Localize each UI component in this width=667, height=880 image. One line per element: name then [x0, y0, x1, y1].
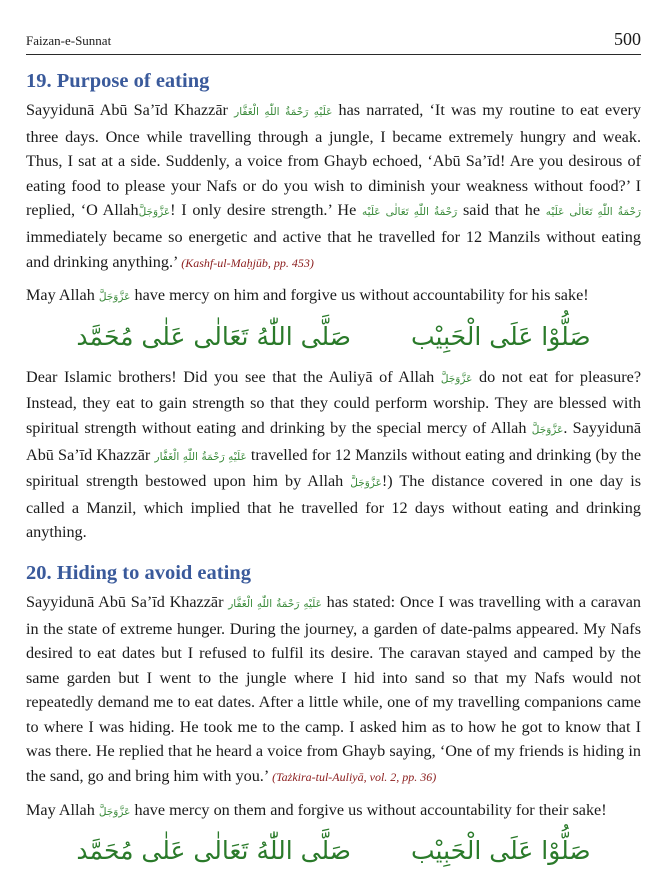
text: Sayyidunā Abū Sa’īd Khazzār	[26, 592, 224, 611]
paragraph-20-dua	[26, 798, 641, 825]
text: !) The distance covered in one day is called a Manzil, which implied that he travelled for 12 days without eating and drinking anything.	[26, 472, 641, 542]
arabic-honorific: عَلَيْهِ رَحْمَةُ اللّٰهِ الْغَفَّار	[234, 106, 333, 118]
page-header	[26, 24, 641, 55]
paragraph-20-narration	[26, 590, 641, 790]
arabic-honorific: رَحْمَةُ اللّٰهِ تَعَالٰی عَلَيْه	[362, 206, 458, 219]
arabic-honorific: رَحْمَةُ اللّٰهِ تَعَالٰی عَلَيْه	[545, 206, 642, 219]
text: have mercy on him and forgive us without accountability for his sake!	[134, 286, 589, 305]
arabic-honorific: عَزَّوَجَلَّ	[531, 423, 564, 436]
text: May Allah	[26, 286, 95, 305]
text: ! I only desire strength.’ He	[170, 201, 357, 220]
durood-line	[26, 836, 641, 865]
page-number: 500	[614, 29, 641, 49]
paragraph-19-dua	[26, 283, 641, 310]
durood-right: صَلُّوْا عَلَی الْحَبِيْب	[410, 321, 591, 351]
text: has narrated, ‘It was my routine to eat every three days. Once while travelling through a jungle, I became extremely hungry and weak. Thus, I sat at a side. Suddenly, a voice from Ghayb echoed, ‘Abū Sa’īd! Are you desirous of eating food to please your Nafs or do you wish to diminish your weakness without food?’ I replied, ‘O Allah	[26, 101, 642, 220]
text: Dear Islamic brothers! Did you see that the Auliyā of Allah	[26, 367, 435, 386]
text: . Sayyidunā Abū Sa’īd Khazzār	[26, 418, 642, 464]
text: have mercy on them and forgive us without accountability for their sake!	[134, 800, 607, 819]
reference-citation: (Tażkira-tul-Auliyā, vol. 2, pp. 36)	[272, 770, 437, 785]
durood-left: صَلَّی اللّٰهُ تَعَالٰی عَلٰی مُحَمَّد	[76, 321, 351, 351]
arabic-honorific: عَلَيْهِ رَحْمَةُ اللّٰهِ الْغَفَّار	[154, 450, 247, 463]
page-content	[26, 66, 641, 865]
arabic-honorific: عَزَّوَجَلَّ	[98, 805, 131, 818]
arabic-honorific: عَزَّوَجَلَّ	[440, 372, 473, 385]
reference-citation: (Kashf-ul-Maḥjūb, pp. 453)	[181, 255, 314, 270]
text: Sayyidunā Abū Sa’īd Khazzār	[26, 101, 228, 119]
text: travelled for 12 Manzils without eating and drinking (by the spiritual strength bestowed upon him by Allah	[26, 445, 641, 491]
durood-right: صَلُّوْا عَلَی الْحَبِيْب	[410, 836, 591, 866]
book-title: Faizan-e-Sunnat	[26, 33, 112, 48]
durood-line	[26, 322, 641, 351]
paragraph-19-commentary	[26, 365, 641, 545]
arabic-honorific: عَزَّوَجَلَّ	[98, 291, 131, 304]
section-heading-20: 20. Hiding to avoid eating	[26, 561, 251, 584]
text: do not eat for pleasure? Instead, they eat to gain strength so that they could perform worship. They are blessed with spiritual strength without eating and drinking by the special mercy of Allah	[26, 367, 642, 437]
arabic-honorific: عَلَيْهِ رَحْمَةُ اللّٰهِ الْغَفَّار	[228, 597, 322, 610]
durood-left: صَلَّی اللّٰهُ تَعَالٰی عَلٰی مُحَمَّد	[76, 836, 351, 866]
text: has stated: Once I was travelling with a caravan in the state of extreme hunger. During the journey, a garden of date-palms appeared. My Nafs desired to eat dates but I refused to fulfil its desire. The caravan stayed and camped by the same garden but I went to the jungle where I hid into sand so that my Nafs would not repeatedly demand me to eat dates. After a little while, one of my travelling companions came to where I was hiding. He took me to the camp. I asked him as to how he got to know that I was there. He replied that he heard a voice from Ghayb saying, ‘One of my friends is hiding in the sand, go and bring him with you.’	[26, 592, 642, 786]
text: immediately became so energetic and active that he travelled for 12 Manzils without eating and drinking anything.’	[26, 227, 641, 271]
arabic-honorific: عَزَّوَجَلَّ	[350, 477, 382, 490]
paragraph-19-narration	[26, 98, 641, 275]
text: said that he	[462, 201, 541, 220]
arabic-honorific: عَزَّوَجَلَّ	[138, 206, 171, 219]
text: May Allah	[26, 800, 95, 819]
section-heading-19: 19. Purpose of eating	[26, 70, 210, 92]
